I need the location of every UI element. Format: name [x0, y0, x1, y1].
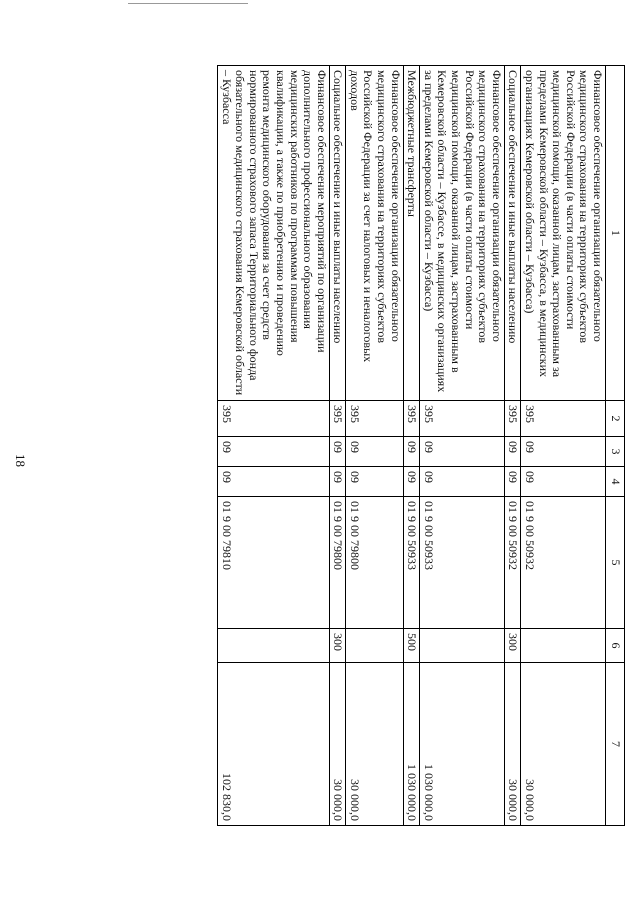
subsection-cell: 09 — [420, 467, 505, 497]
target-article-cell: 01 9 00 50933 — [403, 497, 420, 629]
subsection-cell: 09 — [521, 467, 606, 497]
department-code-cell: 395 — [521, 401, 606, 437]
page-number: 18 — [13, 454, 28, 467]
target-article-cell: 01 9 00 50932 — [504, 497, 521, 629]
department-code-cell: 395 — [217, 401, 329, 437]
header-cell: 4 — [606, 467, 625, 497]
section-cell: 09 — [403, 437, 420, 467]
expense-type-cell — [346, 629, 403, 663]
header-cell: 3 — [606, 437, 625, 467]
header-cell: 6 — [606, 629, 625, 663]
name-cell: Финансовое обеспечение организации обязательного медицинского страхования на территориях субъектов Российской Федерации (в части оплаты стоимости медицинской помощи, оказанной лицам, застрахованным в Кемеровской области – Кузбассе, в медицинских организациях за пределами Кемеровской области – Кузбасса) — [420, 66, 505, 401]
target-article-cell: 01 9 00 50933 — [420, 497, 505, 629]
amount-cell: 1 030 000,0 — [403, 663, 420, 826]
amount-cell: 30 000,0 — [329, 663, 346, 826]
table-row — [420, 66, 505, 826]
name-cell: Финансовое обеспечение организации обязательного медицинского страхования на территориях субъектов Российской Федерации за счет налоговых и неналоговых доходов — [346, 66, 403, 401]
budget-table — [217, 65, 625, 826]
name-cell: Социальное обеспечение и иные выплаты населению — [504, 66, 521, 401]
table-row — [403, 66, 420, 826]
amount-cell: 1 030 000,0 — [420, 663, 505, 826]
department-code-cell: 395 — [403, 401, 420, 437]
amount-cell: 30 000,0 — [346, 663, 403, 826]
expense-type-cell — [420, 629, 505, 663]
subsection-cell: 09 — [504, 467, 521, 497]
table-row — [217, 66, 329, 826]
subsection-cell: 09 — [403, 467, 420, 497]
department-code-cell: 395 — [420, 401, 505, 437]
section-cell: 09 — [521, 437, 606, 467]
table-row — [521, 66, 606, 826]
section-cell: 09 — [504, 437, 521, 467]
top-edge-line — [128, 3, 248, 4]
subsection-cell: 09 — [346, 467, 403, 497]
expense-type-cell: 300 — [504, 629, 521, 663]
header-cell: 1 — [606, 66, 625, 401]
table-row — [346, 66, 403, 826]
table-body — [217, 66, 624, 826]
amount-cell: 102 830,0 — [217, 663, 329, 826]
header-cell: 7 — [606, 663, 625, 826]
target-article-cell: 01 9 00 79800 — [329, 497, 346, 629]
header-row — [606, 66, 625, 826]
name-cell: Межбюджетные трансферты — [403, 66, 420, 401]
section-cell: 09 — [346, 437, 403, 467]
section-cell: 09 — [329, 437, 346, 467]
department-code-cell: 395 — [329, 401, 346, 437]
subsection-cell: 09 — [329, 467, 346, 497]
target-article-cell: 01 9 00 50932 — [521, 497, 606, 629]
budget-table-container — [217, 65, 625, 825]
name-cell: Финансовое обеспечение организации обязательного медицинского страхования на территориях субъектов Российской Федерации (в части оплаты стоимости медицинской помощи, оказанной лицам, застрахованным за пределами Кемеровской области – Кузбасса, в медицинских организациях Кемеровской области – Кузбасса) — [521, 66, 606, 401]
expense-type-cell: 300 — [329, 629, 346, 663]
expense-type-cell: 500 — [403, 629, 420, 663]
table-row — [504, 66, 521, 826]
name-cell: Социальное обеспечение и иные выплаты населению — [329, 66, 346, 401]
table-row — [329, 66, 346, 826]
department-code-cell: 395 — [504, 401, 521, 437]
department-code-cell: 395 — [346, 401, 403, 437]
target-article-cell: 01 9 00 79800 — [346, 497, 403, 629]
header-cell: 2 — [606, 401, 625, 437]
expense-type-cell — [521, 629, 606, 663]
target-article-cell: 01 9 00 79810 — [217, 497, 329, 629]
amount-cell: 30 000,0 — [504, 663, 521, 826]
subsection-cell: 09 — [217, 467, 329, 497]
amount-cell: 30 000,0 — [521, 663, 606, 826]
header-cell: 5 — [606, 497, 625, 629]
expense-type-cell — [217, 629, 329, 663]
name-cell: Финансовое обеспечение мероприятий по организации дополнительного профессионального образования медицинских работников по программам повышения квалификации, а также по приобретению и проведению ремонта медицинского оборудования за счет средств нормированного страхового запаса Территориального фонда обязательного медицинского страхования Кемеровской области – Кузбасса — [217, 66, 329, 401]
section-cell: 09 — [217, 437, 329, 467]
section-cell: 09 — [420, 437, 505, 467]
